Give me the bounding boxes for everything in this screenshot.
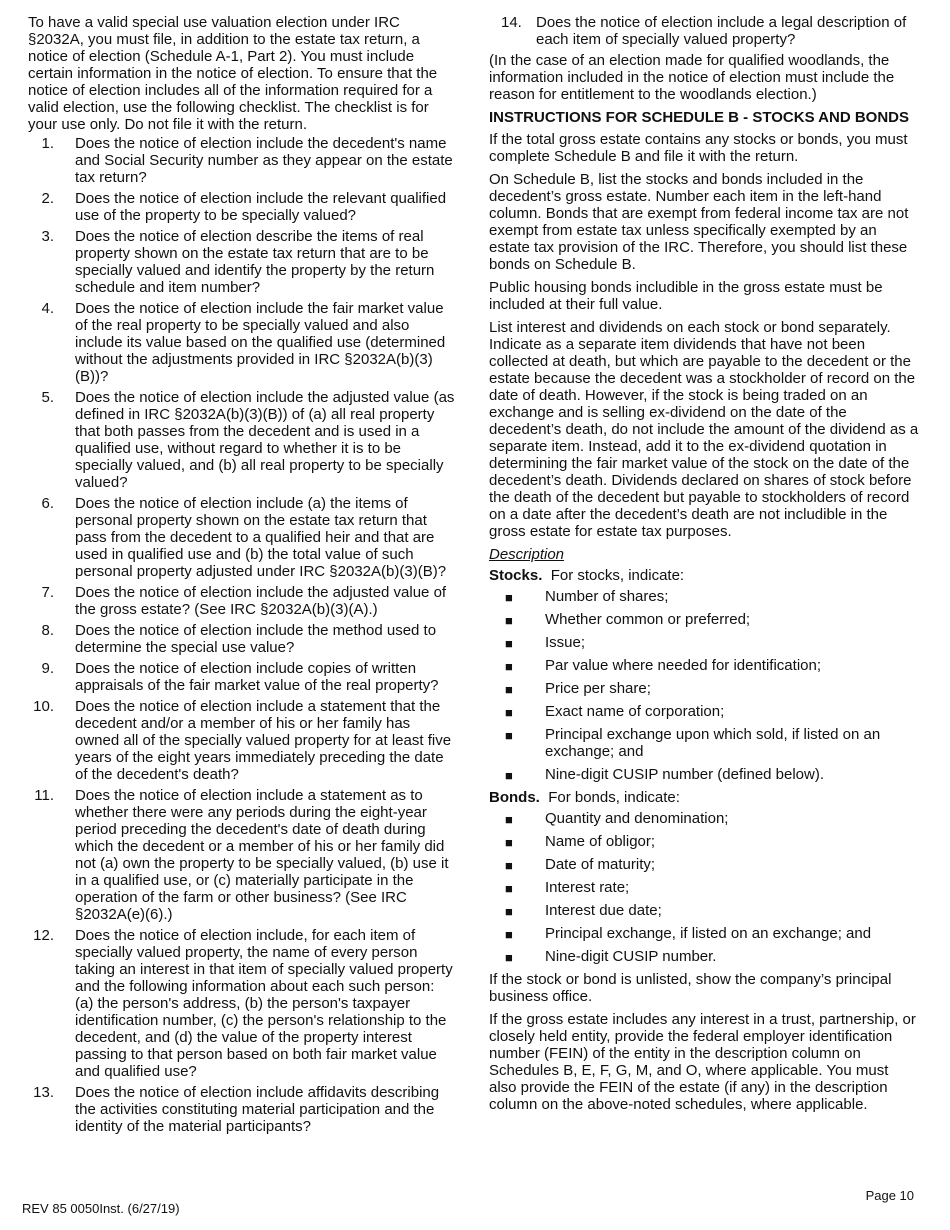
list-item: [489, 680, 919, 697]
list-item: [489, 879, 919, 896]
item-number: 10.: [33, 698, 54, 715]
list-item-text: Issue;: [545, 634, 586, 651]
item-number: 8.: [41, 622, 54, 639]
square-bullet-icon: ■: [505, 728, 513, 743]
square-bullet-icon: ■: [505, 613, 513, 628]
list-item: [489, 726, 919, 760]
square-bullet-icon: ■: [505, 636, 513, 651]
item-number: 1.: [41, 135, 54, 152]
item-number: 5.: [41, 389, 54, 406]
paragraph-6: If the gross estate includes any interest in a trust, partnership, or closely held entity, provide the federal employer identification number (FEIN) of the entity in the description column on Schedules B, E, F, G, M, and O, where applicable. You must also provide the FEIN of the estate (if any) in the description column on the above-noted schedules, where applicable.: [489, 1011, 916, 1113]
item-text: Does the notice of election include the relevant qualified use of the property to be specially valued?: [75, 190, 447, 224]
paragraph-4: List interest and dividends on each stock or bond separately. Indicate as a separate item dividends that have not been collected at death, but which are payable to the decedent or the estate because the decedent was a stockholder of record on the date of death. However, if the stock is being traded on an exchange and is selling ex-dividend on the date of the decedent’s death, do not include the amount of the dividend as a separate item. Instead, add it to the ex-dividend quotation in determining the fair market value of the stock on the date of the decedent’s death. Dividends declared on shares of stock before the death of the decedent but payable to stockholders of record on a date after the decedent’s death are not includible in the gross estate for estate tax purposes.: [489, 319, 919, 540]
item-number: 3.: [41, 228, 54, 245]
item-text: Does the notice of election include a legal description of each item of specially valued property?: [536, 14, 907, 48]
checklist-item-7: [28, 584, 456, 618]
description-subheading: Description: [489, 546, 565, 563]
checklist-item-2: [28, 190, 456, 224]
square-bullet-icon: ■: [505, 881, 513, 896]
list-item: [489, 810, 919, 827]
item-number: 2.: [41, 190, 54, 207]
paragraph-1: If the total gross estate contains any stocks or bonds, you must complete Schedule B and file it with the return.: [489, 131, 908, 165]
checklist-item-8: [28, 622, 456, 656]
stocks-list: [489, 588, 919, 783]
list-item: [489, 948, 919, 965]
item-text: Does the notice of election include the adjusted value (as defined in IRC §2032A(b)(3)(B)) of (a) all real property that both passes from the decedent and is used in a qualified use, without regard to whether it is to be specially valued, and (b) all real property to be specially valued?: [75, 389, 455, 491]
item-number: 7.: [41, 584, 54, 601]
square-bullet-icon: ■: [505, 659, 513, 674]
page-number: Page 10: [865, 1188, 914, 1203]
list-item-text: Number of shares;: [545, 588, 669, 605]
left-column: [28, 14, 456, 1139]
woodlands-note: (In the case of an election made for qualified woodlands, the information included in the notice of election must include the reason for entitlement to the woodlands election.): [489, 52, 895, 103]
list-item-text: Principal exchange, if listed on an exchange; and: [545, 925, 872, 942]
square-bullet-icon: ■: [505, 927, 513, 942]
item-text: Does the notice of election describe the items of real property shown on the estate tax return that are to be specially valued and identify the property by the return schedule and item number?: [75, 228, 435, 296]
bonds-list: [489, 810, 919, 965]
list-item: [489, 634, 919, 651]
item-text: Does the notice of election include affidavits describing the activities constituting material participation and the identity of the material participants?: [75, 1084, 440, 1135]
list-item-text: Interest due date;: [545, 902, 662, 919]
bonds-lead-text: For bonds, indicate:: [548, 789, 680, 806]
item-text: Does the notice of election include the adjusted value of the gross estate? (See IRC §2032A(b)(3)(A).): [75, 584, 447, 618]
list-item: [489, 611, 919, 628]
list-item-text: Interest rate;: [545, 879, 630, 896]
list-item-text: Date of maturity;: [545, 856, 656, 873]
list-item: [489, 766, 919, 783]
schedule-b-heading: INSTRUCTIONS FOR SCHEDULE B - STOCKS AND BONDS: [489, 109, 910, 126]
checklist-item-5: [28, 389, 456, 491]
item-text: Does the notice of election include the method used to determine the special use value?: [75, 622, 437, 656]
list-item: [489, 833, 919, 850]
list-item-text: Quantity and denomination;: [545, 810, 729, 827]
square-bullet-icon: ■: [505, 590, 513, 605]
intro-paragraph: To have a valid special use valuation election under IRC §2032A, you must file, in addition to the estate tax return, a notice of election (Schedule A-1, Part 2). You must include certain information in the notice of election. To ensure that the notice of election includes all of the information required for a valid election, use the following checklist. The checklist is for your use only. Do not file it with the return.: [28, 14, 438, 133]
list-item: [489, 588, 919, 605]
checklist-item-10: [28, 698, 456, 783]
item-number: 6.: [41, 495, 54, 512]
item-number: 11.: [34, 787, 54, 804]
list-item-text: Price per share;: [545, 680, 651, 697]
checklist-item-6: [28, 495, 456, 580]
list-item: [489, 856, 919, 873]
square-bullet-icon: ■: [505, 835, 513, 850]
checklist-item-3: [28, 228, 456, 296]
checklist: [28, 135, 456, 1135]
stocks-lead-text: For stocks, indicate:: [550, 567, 685, 584]
checklist-item-13: [28, 1084, 456, 1135]
item-text: Does the notice of election include copies of written appraisals of the fair market value of the real property?: [75, 660, 439, 694]
item-text: Does the notice of election include (a) the items of personal property shown on the estate tax return that pass from the decedent to a qualified heir and that are used in qualified use and (b) the total value of such personal property adjusted under IRC §2032A(b)(3)(B)?: [75, 495, 447, 580]
list-item-text: Par value where needed for identification;: [545, 657, 822, 674]
checklist-item-9: [28, 660, 456, 694]
form-id-footer: REV 85 0050Inst. (6/27/19): [22, 1201, 180, 1216]
item-number: 13.: [33, 1084, 54, 1101]
item-text: Does the notice of election include the decedent's name and Social Security number as they appear on the estate tax return?: [75, 135, 453, 186]
item-text: Does the notice of election include, for each item of specially valued property, the name of every person taking an interest in that item of specially valued property and the following information about each such person: (a) the person's address, (b) the person's taxpayer identification number, (c) the person's relationship to the decedent, and (d) the value of the property interest passing to that person based on both fair market value and qualified use?: [75, 927, 453, 1080]
checklist-item-1: [28, 135, 456, 186]
paragraph-3: Public housing bonds includible in the gross estate must be included at their full value.: [489, 279, 883, 313]
bonds-label: Bonds.: [489, 789, 540, 806]
checklist-item-12: [28, 927, 456, 1080]
list-item-text: Name of obligor;: [545, 833, 656, 850]
square-bullet-icon: ■: [505, 682, 513, 697]
square-bullet-icon: ■: [505, 768, 513, 783]
list-item-text: Exact name of corporation;: [545, 703, 725, 720]
item-text: Does the notice of election include the fair market value of the real property to be specially valued and also include its value based on the qualified use (determined without the adjustments provided in IRC §2032A(b)(3)(B))?: [75, 300, 446, 385]
item-number: 4.: [41, 300, 54, 317]
right-column: [489, 14, 919, 1119]
square-bullet-icon: ■: [505, 904, 513, 919]
list-item-text: Whether common or preferred;: [545, 611, 751, 628]
square-bullet-icon: ■: [505, 812, 513, 827]
stocks-lead: [489, 567, 919, 584]
list-item: [489, 925, 919, 942]
list-item: [489, 657, 919, 674]
item-number: 9.: [41, 660, 54, 677]
item-number: 14.: [501, 14, 522, 31]
square-bullet-icon: ■: [505, 705, 513, 720]
square-bullet-icon: ■: [505, 858, 513, 873]
checklist-item-14: [489, 14, 919, 48]
item-number: 12.: [33, 927, 54, 944]
stocks-label: Stocks.: [489, 567, 543, 584]
list-item: [489, 902, 919, 919]
checklist-item-4: [28, 300, 456, 385]
item-text: Does the notice of election include a statement as to whether there were any periods during the eight-year period preceding the decedent's date of death during which the decedent or a member of his or her family did not (a) own the property to be specially valued, (b) use it in a qualified use, or (c) materially participate in the operation of the farm or other business? (See IRC §2032A(e)(6).): [75, 787, 449, 923]
checklist-item-11: [28, 787, 456, 923]
list-item-text: Nine-digit CUSIP number (defined below).: [545, 766, 825, 783]
paragraph-2: On Schedule B, list the stocks and bonds included in the decedent’s gross estate. Number each item in the left-hand column. Bonds that are exempt from federal income tax are not exempt from estate tax unless specifically exempted by an estate tax provision of the IRC. Therefore, you should list these bonds on Schedule B.: [489, 171, 909, 273]
paragraph-5: If the stock or bond is unlisted, show the company’s principal business office.: [489, 971, 892, 1005]
square-bullet-icon: ■: [505, 950, 513, 965]
list-item-text: Nine-digit CUSIP number.: [545, 948, 717, 965]
list-item: [489, 703, 919, 720]
bonds-lead: [489, 789, 919, 806]
item-text: Does the notice of election include a statement that the decedent and/or a member of his or her family has owned all of the specially valued property for at least five years of the eight years immediately preceding the date of the decedent's death?: [75, 698, 452, 783]
list-item-text: Principal exchange upon which sold, if listed on an exchange; and: [545, 726, 881, 760]
